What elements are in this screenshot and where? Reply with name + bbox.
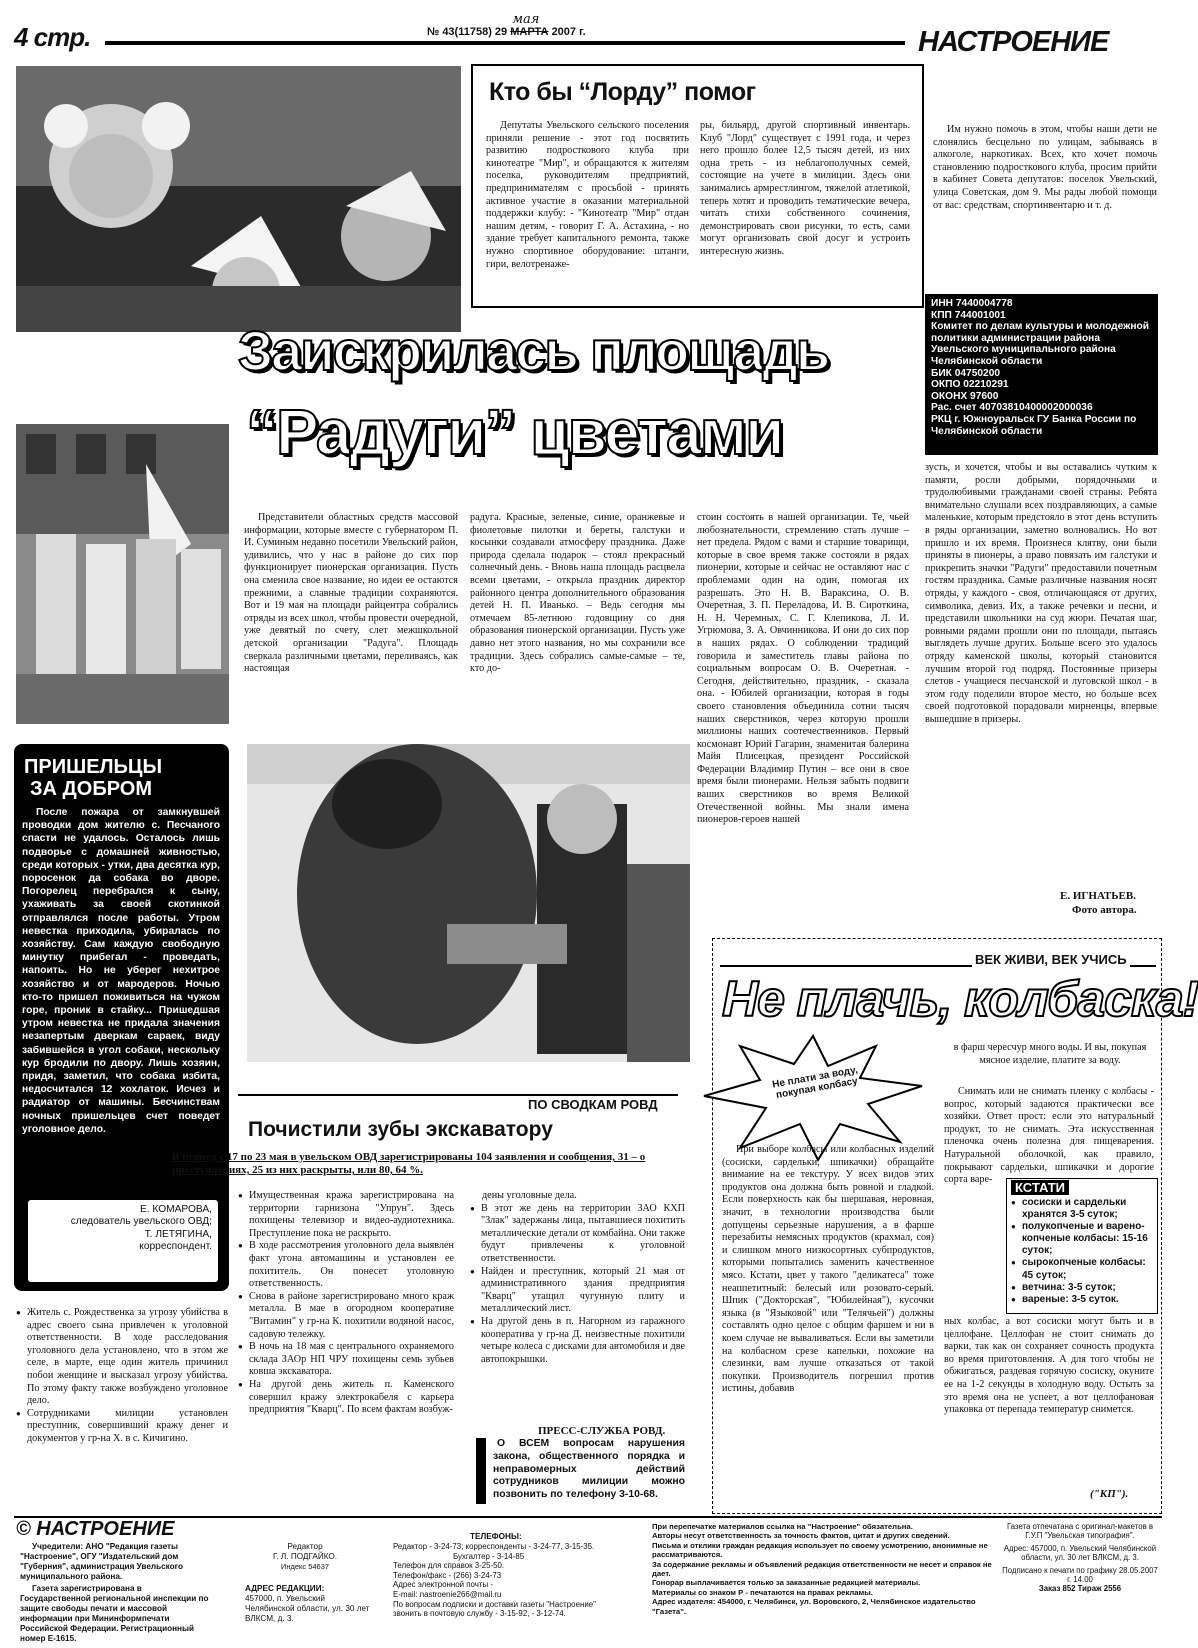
kstati-list (1011, 1197, 1155, 1306)
bank-account: Рас. счет 40703810400002000036 (931, 402, 1093, 414)
page-number: 4 стр. (14, 22, 91, 52)
footer-phone-line: E-mail: nastroenie266@mail.ru (393, 1589, 502, 1599)
rovd-rubric-rule (238, 1094, 678, 1096)
bank-okpo: ОКПО 02210291 (931, 379, 1009, 391)
lord-col-3: Им нужно помочь в этом, чтобы наши дети не слонялись бесцельно по улицам, забываясь в алкоголе, наркотиках. Всех, кто хочет помочь становлению подросткового клуба, просим прийти в кабинет Совета депутатов: поселок Увельский, улица Советская, дом 9. Мы рады любой помощи от вас: средствам, спортинвентарю и т. д. (933, 124, 1157, 211)
footer-disclaimer-line: При перепечатке материалов ссылка на "Настроение" обязательна. (652, 1522, 913, 1531)
prishelcy-title-1: ПРИШЕЛЬЦЫ (24, 756, 163, 778)
rovd-lead: В период с 17 по 23 мая в увельском ОВД зарегистрированы 104 заявления и сообщения, 31 – о преступлениях, 25 из них раскрыты, или 80, 64 %. (172, 1151, 646, 1176)
kstati-item: ● сосиски и сардельки хранятся 3-5 суток; (1011, 1197, 1155, 1221)
lord-col-2: ры, бильярд, другой спортивный инвентарь. Клуб "Лорд" существует с 1991 года, и через него прошло более 12,5 тысяч детей, из них одна треть - из неблагополучных семей, состоящие на учете в милиции. Здесь они занимались армрестлингом, тяжелой атлетикой, теперь хотят и проводить тематические вечера, читать стихи собственного сочинения, демонстрировать свои рисунки, то есть, сами могут организовать свой досуг и устроить интересную жизнь. (700, 120, 910, 257)
rovd-mid-item: ● Имущественная кража зарегистрирована на территории гарнизона "Упрун". Здесь похищены телевизор и видео-аудиотехника. Преступление пока не раскрыто. (238, 1190, 454, 1240)
bank-okonh: ОКОНХ 97600 (931, 390, 999, 402)
kolbaska-p1: Снимать или не снимать пленку с колбасы - вопрос, который задаются практически все хозяйки. Ответ прост: если это натуральный продукт, то не снимать. Эта искусственная пленочка очень полезна для пищеварения. Натуральной оболочкой, как правило, покрывают сардельки, шпикачки и дорогие сорта варе- (944, 1086, 1154, 1186)
kolbaska-signature: ("КП"). (1090, 1488, 1129, 1500)
photo-pioneer-girls (16, 66, 461, 332)
raduga-author: Е. ИГНАТЬЕВ. (1060, 890, 1136, 902)
bank-inn: ИНН 7440004778 (931, 298, 1013, 309)
footer-index: Индекс 54637 (280, 1562, 330, 1571)
kolbaska-intro: в фарш чересчур много воды. И вы, покупая мясное изделие, платите за воду. (953, 1042, 1147, 1066)
raduga-col-2: радуга. Красные, зеленые, синие, оранжевые и фиолетовые пилотки и береты, галстуки и косынки создавали атмосферу праздника. Даже природа сделала подарок – стоял прекрасный солнечный день. - Вновь наша площадь расцвела всеми цветами, - открыла праздник директор районного центра дополнительного образования детей Н. П. Иванько. – Ведь сегодня мы отмечаем 85-летнюю годовщину со дня образования пионерской организации. Пусть уже давно нет этого названия, но мы сохранили все традиции. Здесь собрались самые-самые – те, кто до- (470, 512, 685, 675)
kstati-item: ● ветчина: 3-5 суток; (1011, 1282, 1155, 1294)
raduga-col-3: стоин состоять в нашей организации. Те, чьей любознательности, стремлению стать лучше – нет предела. Рядом с вами и старшие товарищи, которые в свое время также состояли в рядах пионерии, которые и сейчас не оставляют нас с проблемами один на один, помогая их разрешать. Это Н. В. Вараксина, О. В. Очеретная, З. П. Переладова, И. В. Сироткина, Н. Н. Черемных, С. Г. Клепикова, Л. И. Угрюмова, З. А. Овчинникова. И они до сих пор в наших рядах. О соблюдении традиций говорила и заместитель главы района по социальным вопросам О. В. Очеретная. - Сегодня, действительно, праздник, - сказала она. - Юбилей организации, которая в годы своего становления объединила сотни тысяч наших сверстников, через которую прошли миллионы наших соотечественников. Первый космонавт Юрий Гагарин, знаменитая балерина Майя Плисецкая, президент Российской Федерации Владимир Путин – все они в свое время были пионерами. Нельзя забыть подвиги ваших сверстников во время Великой Отечественной войны. Мы знали имена пионеров-героев нашей (697, 512, 909, 826)
footer-phone-line: Бухгалтер - 3-14-85 (453, 1551, 525, 1561)
rovd-mid-item: ● На другой день житель п. Каменского совершил кражу электрокабеля с карьера предприятия "Кварц". По всем фактам возбуж- (238, 1379, 454, 1417)
footer-disclaimer-line: Адрес издателя: 454000, г. Челябинск, ул. Воровского, 2, Челябинское издательство "Газета". (652, 1597, 976, 1616)
rovd-right-item: ● Найден и преступник, который 21 мая от административного здания предприятия "Кварц" утащил чугунную плиту и металлический лист. (470, 1266, 685, 1316)
photo-tie-ceremony (247, 744, 690, 1062)
footer-address-label: АДРЕС РЕДАКЦИИ: (245, 1584, 325, 1593)
prishelcy-sig-4: корреспондент. (139, 1241, 212, 1253)
prishelcy-signature (28, 1200, 218, 1282)
rovd-mid-item: ● В ходе рассмотрения уголовного дела выявлен факт угона автомашины и установлен ее похититель. Он понесет уголовную ответственность. (238, 1240, 454, 1290)
rovd-rubric: ПО СВОДКАМ РОВД (528, 1097, 658, 1112)
kolbaska-title: Не плачь, колбаска! (722, 971, 1198, 1027)
issue-month-struck: МАРТА (510, 26, 549, 38)
starburst-shape (700, 1032, 926, 1162)
footer-phone-line: Телефон/факс - (266) 3-24-73 (393, 1570, 502, 1580)
bank-recipient: Комитет по делам культуры и молодежной политики администрации района Увельского муниципального района Челябинской области (931, 321, 1150, 367)
footer-phones-label: ТЕЛЕФОНЫ: (470, 1532, 522, 1541)
bank-bik: БИК 04750200 (931, 367, 1001, 379)
raduga-headline-line1: Заискрилась площадь (238, 319, 829, 382)
rovd-left-item: ● Сотрудниками милиции установлен преступник, совершивший кражу денег и документов у гр-на Х. в с. Кичигино. (16, 1408, 228, 1446)
kstati-title: КСТАТИ (1011, 1180, 1069, 1195)
photo-parade (16, 424, 229, 724)
footer-editor-label: Редактор (287, 1542, 323, 1551)
kstati-item: ● сырокопченые колбасы: 45 суток; (1011, 1257, 1155, 1281)
footer-order: Заказ 852 Тираж 2556 (1038, 1584, 1122, 1594)
raduga-col-4: зусть, и хочется, чтобы и вы оставались чутким к памяти, росли добрыми, порядочными и трудолюбивыми гражданами своей страны. Ребята внимательно слушали всех поздравляющих, а самые маленькие, которым предстояло в этот день вступить в ряды организации, заметно волновались. Но вот пришло и их время. Произнеся клятву, они были приняты в пионеры, а право повязать им галстуки и прикрепить значки "Радуги" предоставили почетным гостям праздника. Самые различные названия носят отряды, у каждого - своя, отличающаяся от других, символика, девиз. Их, а также речевки и песни, и представили школьники на суд жюри. Печатая шаг, ровными рядами прошли они по площади, пытаясь выглядеть лучше других. Больше всего это удалось отряду каменской школы, который становится лучшим второй год подряд. Постоянные призеры слетов - учащиеся песчанской и луговской школ - в этом году поделили второе место, но больше всех своей подготовкой порадовали мирненцы, впервые вышедшие в призеры. (925, 462, 1157, 725)
footer-phone-line: Редактор - 3-24-73; корреспонденты - 3-24-77, 3-15-35. (393, 1542, 595, 1551)
footer-printing-address: Адрес: 457000, п. Увельский Челябинской области, ул. 30 лет ВЛКСМ, д. 3. (1003, 1543, 1157, 1563)
rovd-mid-item: ● В ночь на 18 мая с центрального охраняемого склада ЗАОр НП ЧРУ похищены семь зубьев ковша экскаватора. (238, 1341, 454, 1379)
footer-printing: Газета отпечатана с оригинал-макетов в Г.У.П "Увельская типография". (1006, 1522, 1154, 1541)
starburst (700, 1032, 926, 1162)
footer-disclaimer-line: Авторы несут ответственность за точность фактов, цитат и других сведений. (652, 1531, 950, 1541)
prishelcy-body: После пожара от замкнувшей проводки дом жителю с. Песчаного спасти не удалось. Осталось лишь подворье с домашней живностью, среди которых - утки, два десятка кур, поросенок да собака во дворе. Погорелец перебрался к сыну, ухаживать за своей скотинкой отправлялся после работы. Утром невестка приходила, убиралась по хозяйству. Сам каждую свободную минутку прибегал - проведать, напоить. Но не уберег нехитрое хозяйство и от мародеров. Ночью кто-то пришел поживиться на чужом горе, проник в стайку... Пришедшая утром невестка не придала значения незапертым дверкам сараек, виду забившейся в угол собаки, нескольку кур бродили по двору. Лишь хозяин, придя, заметил, что собака избита, недосчитался 12 хохлаток. Исчез и радиатор от машины. Бесчинствам ночных пришельцев счет поведет уголовное дело. (22, 807, 220, 1135)
kolbaska-p1-cont (944, 1146, 1008, 1308)
footer-disclaimer-line: Материалы со знаком Р - печатаются на правах рекламы. (652, 1587, 873, 1597)
rovd-left-item: ● Житель с. Рождественка за угрозу убийства в адрес своего сына привлечен к уголовной ответственности. В ходе расследования уголовного дела установлено, что в этом же селе, в марте, еще один житель причинил побои женщине и высказал угрозу убийства. По этому факту также возбуждено уголовное дело. (16, 1307, 228, 1408)
prishelcy-sig-1: Е. КОМАРОВА, (139, 1204, 212, 1215)
rovd-right-item: ● На другой день в п. Нагорном из гаражного кооператива у гр-на Д. неизвестные похитили четыре колеса с дисками для автомобиля и две автопокрышки. (470, 1316, 685, 1366)
issue-number: № 43(11758) 29 (427, 26, 508, 38)
issue-month (510, 12, 551, 38)
prishelcy-sig-2: следователь увельского ОВД; (70, 1216, 212, 1228)
bank-rkc: РКЦ г. Южноуральск ГУ Банка России по Челябинской области (931, 413, 1137, 437)
header-rule (105, 41, 905, 45)
raduga-headline-line2: “Радуги” цветами (246, 396, 783, 468)
footer-editor-name: Г. Л. ПОДГАЙКО. (272, 1552, 338, 1561)
starburst-text: Не плати за воду, покупая колбасу (771, 1064, 859, 1102)
issue-line (423, 12, 590, 38)
footer-phones (393, 1542, 643, 1619)
bank-kpp: КПП 744001001 (931, 309, 1006, 321)
rovd-mid-item: ● Снова в районе зарегистрировано много краж металла. В мае в огородном кооперативе "Витамин" у гр-на К. похитили водяной насос, садовую тележку. (238, 1291, 454, 1341)
footer-logo: © НАСТРОЕНИЕ (16, 1518, 175, 1540)
footer-phone-line: Телефон для справок 3-25-50. (393, 1561, 505, 1571)
kstati-item: ● вареные: 3-5 суток. (1011, 1294, 1155, 1306)
kolbaska-right-col: ных колбас, а вот сосиски могут быть и в целлофане. Целлофан не стоит снимать до варки, так как он сохраняет сочность продукта во время приготовления. А для того чтобы не обжигаться, раздевая горячую сосиску, окуните ее на 1-2 секунды в холодную воду. Остыть за это время она не успеет, а вот целлофановая упаковка от перепада температур снимется. (944, 1316, 1154, 1416)
footer-disclaimer-line: Письма и отклики граждан редакция использует по своему усмотрению, анонимные не рассматриваются. (652, 1540, 988, 1560)
bank-details (925, 294, 1158, 455)
issue-month-handwritten: мая (512, 12, 540, 27)
footer-phone-line: звонить в почтовую службу - 3-15-92, - 3-12-74. (393, 1609, 566, 1619)
footer-address: 457000, п. Увельский Челябинской области, ул. 30 лет ВЛКСМ, д. 3. (245, 1594, 370, 1623)
footer-founders: Учредители: АНО "Редакция газеты "Настроение", ОГУ "Издательский дом "Губерния", администрация Увельского муниципального района. (20, 1542, 183, 1581)
lord-title: Кто бы “Лорду” помог (489, 78, 756, 106)
issue-year: 2007 г. (551, 26, 586, 38)
prishelcy-sig-3: Т. ЛЕТЯГИНА, (144, 1228, 212, 1240)
paper-name: НАСТРОЕНИЕ (918, 26, 1109, 58)
footer-editor-block (240, 1542, 370, 1572)
footer-disclaimer-line: За содержание рекламы и объявлений редакция ответственности не несет и справок не дает. (652, 1559, 992, 1579)
raduga-photo-credit: Фото автора. (1072, 904, 1137, 916)
footer-phone-line: Адрес электронной почты - (393, 1580, 493, 1590)
footer-disclaimer (652, 1522, 992, 1616)
rovd-right-col (470, 1190, 685, 1426)
rovd-title: Почистили зубы экскаватору (248, 1118, 553, 1141)
kolbaska-left-col: При выборе колбасы или колбасных изделий (сосиски, сардельки, шпикачки) обращайте внимание на ее текстуру. У всех видов этих продуктов она должна быть ровной и гладкой. Если поверхность как бы шершавая, неровная, значит, в технологии производства были допущены серьезные нарушения, а в фарше перезабиты немясных продуктов (крахмал, соя) и слишком много низкосортных субпродуктов, которыми попытались заменить качественное мясо. Кстати, цвет у такого "деликатеса" тоже неаппетитный: белесый или розовато-серый. Шпик ("Докторская", "Юбилейная"), кусочки языка (в "Языковой" или "Телячьей") должны составлять одно целое с общим фаршем и ни в коем случае не вываливаться. Если вы заметили на колбасном срезе капельки, похожие на слезинки, вам лучше отказаться от такой покупки. Производитель погрешил против истины, добавив (722, 1144, 934, 1395)
kstati-item: ● полукопченые и варено-копченые колбасы: 15-16 суток; (1011, 1221, 1155, 1257)
rovd-right-cont: дены уголовные дела. (482, 1190, 577, 1201)
footer-phone-line: По вопросам подписки и доставки газеты "Настроение" (393, 1599, 596, 1609)
rovd-press-bar (476, 1438, 486, 1504)
rovd-press-note: О ВСЕМ вопросам нарушения закона, общественного порядка и неправомерных действий сотрудников милиции можно позвонить по телефону 3-10-68. (493, 1438, 685, 1501)
footer-disclaimer-line: Гонорар выплачивается только за заказанные редакцией материалы. (652, 1578, 921, 1588)
footer-registration: Газета зарегистрирована в Государственной региональной инспекции по защите свободы печати и массовой информации при Мининформпечати Российской Федерации. Регистрационный номер Е-1615. (20, 1584, 209, 1643)
rovd-right-item: ● В этот же день на территории ЗАО КХП "Злак" задержаны лица, пытавшиеся похитить металлические детали от комбайна. Они также будут привлечены к уголовной ответственности. (470, 1203, 685, 1266)
raduga-col-1: Представители областных средств массовой информации, которые вместе с губернатором П. И. Суминым недавно посетили Увельский район, удивились, что у нас в районе до сих пор функционирует пионерская организация. Пусть она сменила свое название, но идеи ее остаются прежними, а славные традиции сохраняются. Вот и 19 мая на площади райцентра собрались отряды из всех школ, чтобы провести очередной, уже девятый по счету, слет межшкольной детской организации "Радуга". Площадь сверкала различными цветами, переливаясь, как настоящая (244, 512, 458, 675)
prishelcy-title-2: ЗА ДОБРОМ (30, 778, 153, 800)
footer-printing-block (1000, 1522, 1160, 1594)
footer-signed: Подписано к печати по графику 28.05.2007 г. 14.00 (1002, 1565, 1158, 1585)
kstati-box (1006, 1178, 1158, 1314)
rovd-press-signature: ПРЕСС-СЛУЖБА РОВД. (538, 1425, 666, 1437)
footer-rule (14, 1516, 1162, 1518)
kolbaska-rubric: ВЕК ЖИВИ, ВЕК УЧИСЬ (972, 952, 1130, 967)
lord-col-1: Депутаты Увельского сельского поселения приняли решение - этот год посвятить развитию подросткового клуба при кинотеатре "Мир", и обращаются к жителям поселка, руководителям предприятий, предпринимателям с просьбой - принять активное участие в оказании материальной поддержки клубу: - "Кинотеатр "Мир" отдан нашим детям, - говорит Г. А. Астахина, - но здание требует капитального ремонта, также нужно спортивное оборудование: штанги, гири, велотренаже- (486, 120, 689, 270)
